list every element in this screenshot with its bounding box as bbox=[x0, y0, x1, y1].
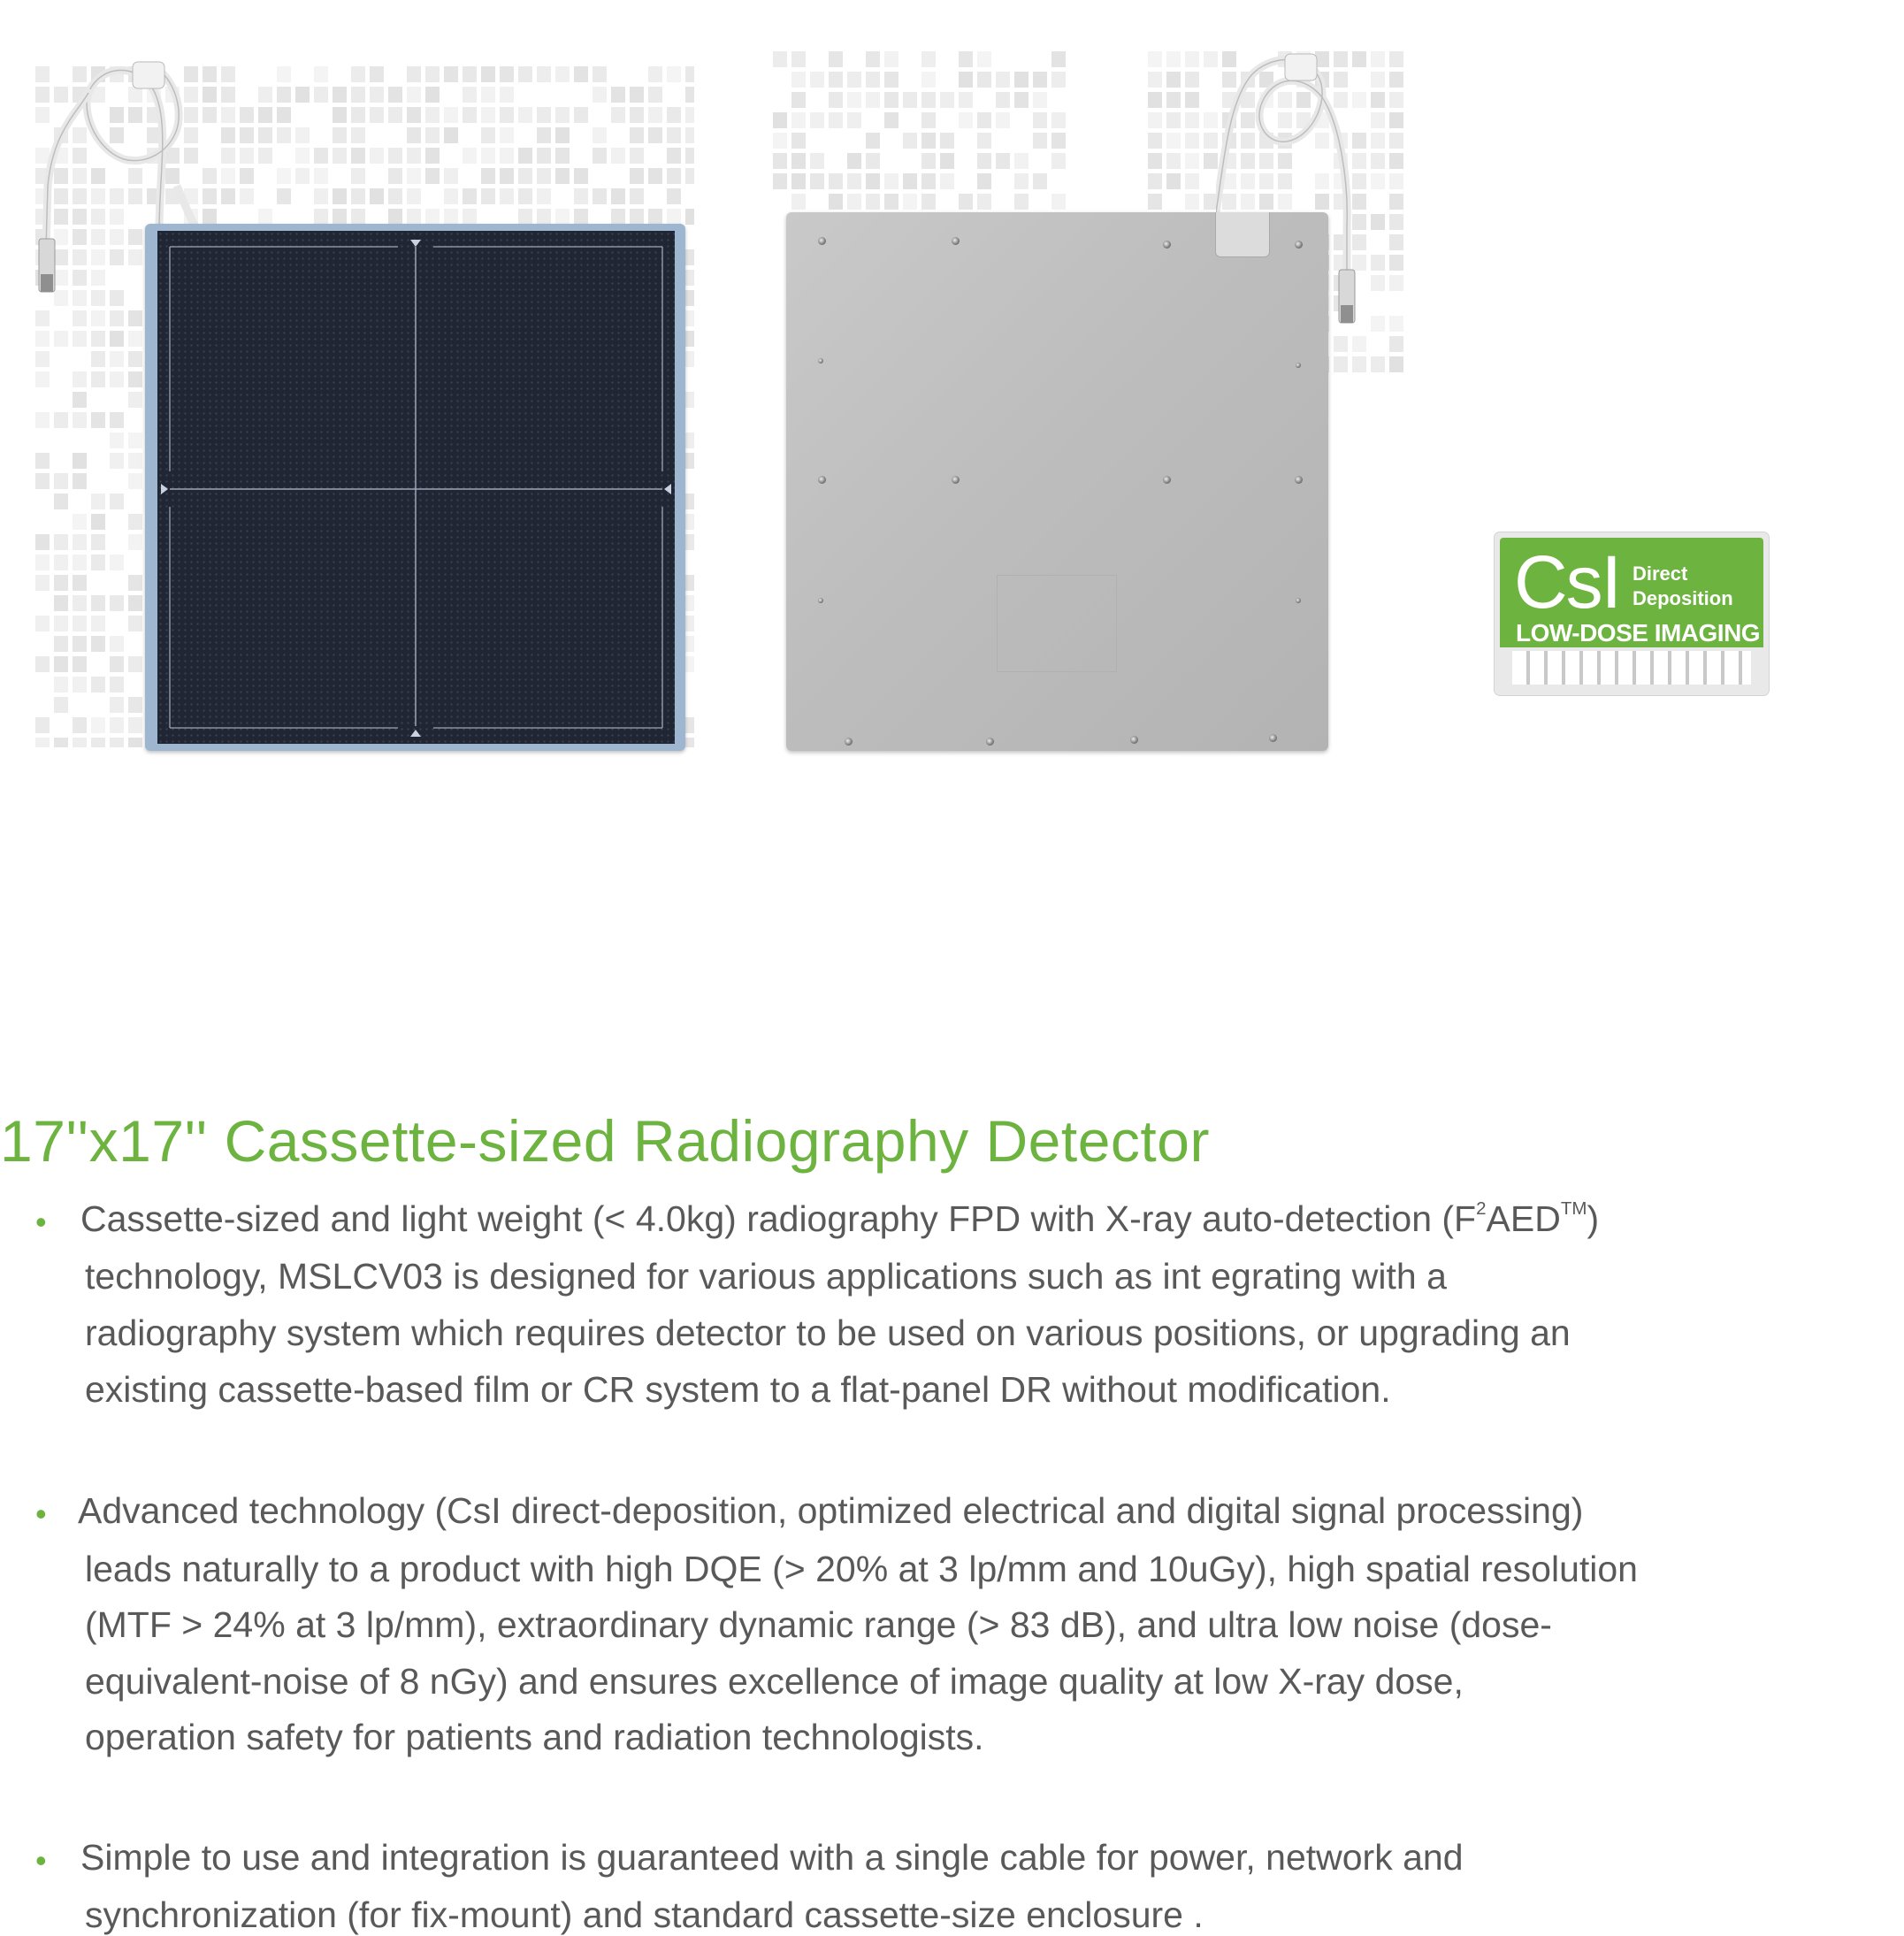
badge-comb-icon bbox=[1512, 651, 1751, 685]
badge-deposition-text: Deposition bbox=[1633, 587, 1733, 609]
handle-clip-icon bbox=[1215, 212, 1270, 257]
bullet-icon: • bbox=[35, 1204, 47, 1240]
decorative-tile-grid-middle bbox=[773, 51, 1082, 210]
bullet-icon: • bbox=[35, 1842, 47, 1879]
paragraph-line: technology, MSLCV03 is designed for various applications such as int egrating with a bbox=[85, 1256, 1447, 1297]
screw-icon bbox=[986, 738, 994, 746]
badge-csi-text: CsI bbox=[1514, 540, 1620, 624]
badge-green-area bbox=[1500, 538, 1763, 647]
screw-icon bbox=[818, 358, 823, 363]
screw-icon bbox=[1296, 363, 1301, 368]
paragraph-line: Cassette-sized and light weight (< 4.0kg) radiography FPD with X-ray auto-detection $(F^2AED™)$ bbox=[80, 1198, 1600, 1239]
screw-icon bbox=[1130, 736, 1138, 744]
alignment-crosshair-icon bbox=[157, 231, 675, 744]
screw-icon bbox=[845, 738, 853, 746]
bullet-icon: • bbox=[35, 1496, 47, 1532]
screw-icon bbox=[818, 598, 823, 603]
badge-low-dose-text: LOW-DOSE IMAGING bbox=[1516, 619, 1761, 647]
csi-direct-deposition-badge bbox=[1495, 532, 1769, 695]
detector-active-area bbox=[157, 231, 675, 744]
paragraph-line: Simple to use and integration is guaranteed with a single cable for power, network and bbox=[80, 1837, 1464, 1878]
screw-icon bbox=[1296, 598, 1301, 603]
screw-icon bbox=[818, 237, 826, 245]
screw-icon bbox=[952, 237, 960, 245]
badge-direct-text: Direct bbox=[1633, 562, 1688, 585]
paragraph-line: leads naturally to a product with high DQE (> 20% at 3 lp/mm and 10uGy), high spatial resolution bbox=[85, 1549, 1638, 1589]
detector-back-panel bbox=[786, 212, 1328, 751]
label-area bbox=[997, 575, 1117, 672]
screw-icon bbox=[1295, 241, 1303, 249]
screw-icon bbox=[818, 476, 826, 484]
screw-icon bbox=[1295, 476, 1303, 484]
screw-icon bbox=[1269, 734, 1277, 742]
paragraph-line: operation safety for patients and radiation technologists. bbox=[85, 1717, 984, 1757]
paragraph-line: existing cassette-based film or CR system to a flat-panel DR without modification. bbox=[85, 1369, 1391, 1410]
paragraph-line: Advanced technology (CsI direct-deposition, optimized electrical and digital signal processing) bbox=[78, 1490, 1584, 1531]
paragraph-line: equivalent-noise of 8 nGy) and ensures excellence of image quality at low X-ray dose, bbox=[85, 1661, 1464, 1702]
screw-icon bbox=[952, 476, 960, 484]
paragraph-line: (MTF > 24% at 3 lp/mm), extraordinary dynamic range (> 83 dB), and ultra low noise (dose- bbox=[85, 1604, 1552, 1645]
paragraph-line: synchronization (for fix-mount) and standard cassette-size enclosure . bbox=[85, 1894, 1204, 1935]
paragraph-line: radiography system which requires detector to be used on various positions, or upgrading an bbox=[85, 1312, 1571, 1353]
screw-icon bbox=[1163, 241, 1171, 249]
screw-icon bbox=[1163, 476, 1171, 484]
page-title: 17''x17'' Cassette-sized Radiography Detector bbox=[0, 1108, 1210, 1174]
detector-front-panel bbox=[145, 224, 685, 751]
